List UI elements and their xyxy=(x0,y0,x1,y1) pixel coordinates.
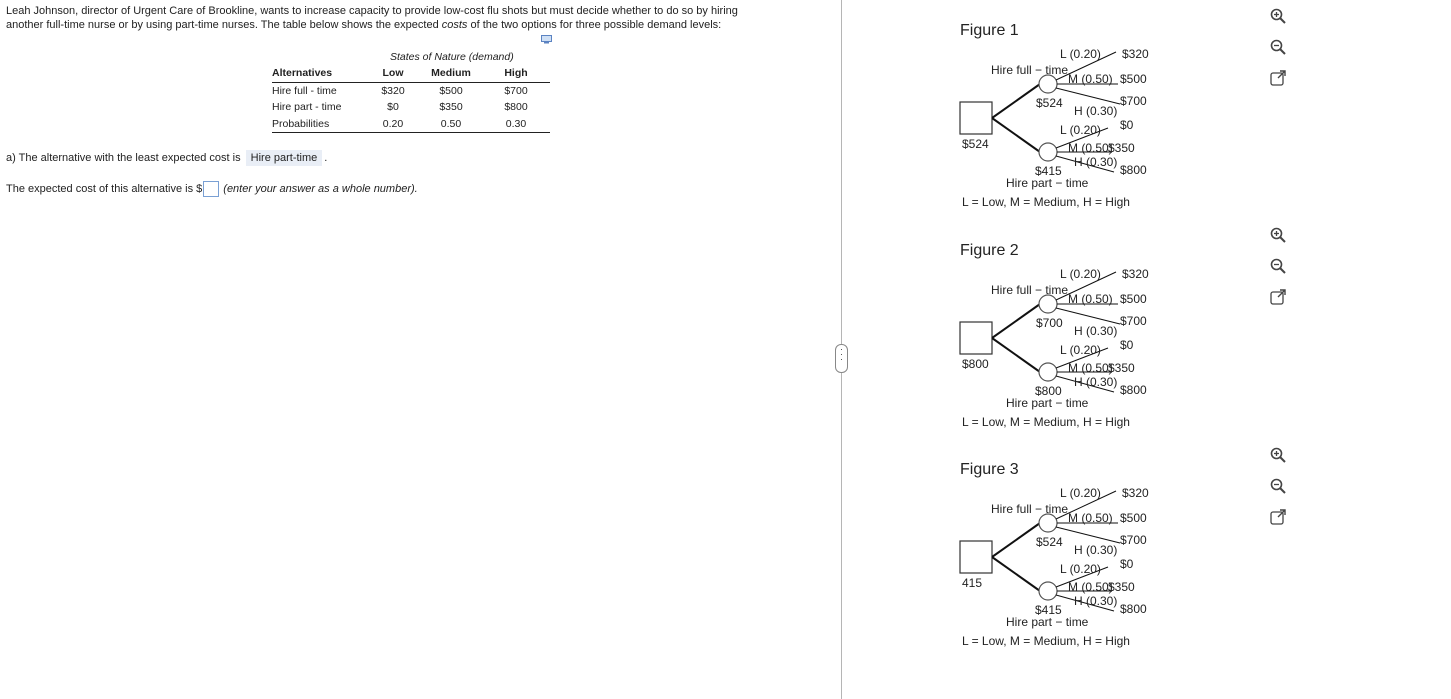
chance-node-part xyxy=(1039,143,1057,161)
alternative-label-part: Hire part − time xyxy=(1006,396,1089,410)
branch-prob-label: M (0.50) xyxy=(1068,72,1113,86)
table-cell: $320 xyxy=(381,84,405,97)
alternative-label-part: Hire part − time xyxy=(1006,615,1089,629)
expected-value-part: $415 xyxy=(1035,603,1062,617)
table-cell: 0.20 xyxy=(366,116,420,133)
table-cell: 0.30 xyxy=(482,116,550,133)
decision-tree-figure-2 xyxy=(958,242,1158,462)
legend: L = Low, M = Medium, H = High xyxy=(962,634,1130,648)
table-cell: $700 xyxy=(504,84,528,97)
payoff-label: $320 xyxy=(1122,486,1149,500)
branch-full-time xyxy=(992,304,1040,338)
outcome-branch xyxy=(1056,527,1120,543)
expected-cost-input[interactable] xyxy=(203,181,219,197)
header-high: High xyxy=(482,65,550,82)
part-a-suffix: . xyxy=(324,152,328,164)
decision-node xyxy=(960,102,992,134)
legend: L = Low, M = Medium, H = High xyxy=(962,415,1130,429)
branch-part-time xyxy=(992,118,1040,152)
table-header-row xyxy=(272,65,550,82)
table-caption: States of Nature (demand) xyxy=(390,51,514,63)
payoff-label: $700 xyxy=(1120,533,1147,547)
open-new-window-icon[interactable] xyxy=(1270,289,1286,305)
table-row xyxy=(272,99,550,116)
payoff-label: $700 xyxy=(1120,314,1147,328)
chance-node-full xyxy=(1039,514,1057,532)
payoff-label: $800 xyxy=(1120,163,1147,177)
decision-tree xyxy=(958,42,1158,242)
part-b-line xyxy=(6,181,418,197)
root-value: $524 xyxy=(962,137,989,151)
header-low: Low xyxy=(366,65,420,82)
branch-prob-label: H (0.30) xyxy=(1074,324,1118,338)
payoff-label: $350 xyxy=(1108,141,1135,155)
zoom-in-icon[interactable] xyxy=(1270,8,1286,24)
root-value: $800 xyxy=(962,357,989,371)
branch-part-time xyxy=(992,338,1040,372)
zoom-out-icon[interactable] xyxy=(1270,258,1286,274)
zoom-in-icon[interactable] xyxy=(1270,447,1286,463)
alternative-label-full: Hire full − time xyxy=(991,283,1069,297)
branch-part-time xyxy=(992,557,1040,591)
branch-prob-label: M (0.50) xyxy=(1068,361,1113,375)
part-a-answer-dropdown[interactable]: Hire part-time xyxy=(246,150,323,166)
zoom-out-icon[interactable] xyxy=(1270,39,1286,55)
payoff-label: $0 xyxy=(1120,118,1134,132)
payoff-label: $500 xyxy=(1120,511,1147,525)
panel-resize-handle[interactable] xyxy=(835,344,848,373)
figure-title: Figure 2 xyxy=(960,242,1019,259)
part-b-prefix: The expected cost of this alternative is $ xyxy=(6,183,203,195)
payoff-label: $700 xyxy=(1120,94,1147,108)
table-cell: $800 xyxy=(504,101,528,114)
table-cell: $500 xyxy=(439,84,463,97)
payoff-label: $350 xyxy=(1108,361,1135,375)
branch-prob-label: L (0.20) xyxy=(1060,47,1101,61)
chance-node-full xyxy=(1039,295,1057,313)
branch-prob-label: H (0.30) xyxy=(1074,594,1118,608)
table-row xyxy=(272,82,550,99)
outcome-branch xyxy=(1056,88,1120,104)
open-new-window-icon[interactable] xyxy=(1270,70,1286,86)
branch-prob-label: L (0.20) xyxy=(1060,343,1101,357)
cost-table xyxy=(272,65,550,133)
branch-prob-label: H (0.30) xyxy=(1074,104,1118,118)
expected-value-part: $800 xyxy=(1035,384,1062,398)
question-marker-icon xyxy=(541,35,552,44)
part-a-prefix: a) The alternative with the least expected cost is xyxy=(6,152,241,164)
intro-line-1: Leah Johnson, director of Urgent Care of Brookline, wants to increase capacity to provide low-cost flu shots but must decide whether to do so by hiring xyxy=(6,5,738,17)
table-cell: Probabilities xyxy=(272,116,366,133)
table-cell: Hire full - time xyxy=(272,84,337,97)
chance-node-part xyxy=(1039,582,1057,600)
payoff-label: $320 xyxy=(1122,47,1149,61)
expected-value-full: $524 xyxy=(1036,96,1063,110)
zoom-in-icon[interactable] xyxy=(1270,227,1286,243)
branch-prob-label: H (0.30) xyxy=(1074,375,1118,389)
decision-node xyxy=(960,541,992,573)
intro-italic: costs xyxy=(441,19,468,31)
part-a-line xyxy=(6,150,327,166)
branch-prob-label: L (0.20) xyxy=(1060,562,1101,576)
open-new-window-icon[interactable] xyxy=(1270,509,1286,525)
chance-node-full xyxy=(1039,75,1057,93)
expected-value-part: $415 xyxy=(1035,164,1062,178)
branch-prob-label: L (0.20) xyxy=(1060,267,1101,281)
part-b-hint: (enter your answer as a whole number). xyxy=(223,183,418,195)
alternative-label-full: Hire full − time xyxy=(991,63,1069,77)
decision-tree-figure-3 xyxy=(958,461,1158,681)
payoff-label: $800 xyxy=(1120,383,1147,397)
problem-statement xyxy=(6,4,796,32)
zoom-out-icon[interactable] xyxy=(1270,478,1286,494)
header-alternatives: Alternatives xyxy=(272,65,366,82)
table-cell: 0.50 xyxy=(420,116,482,133)
decision-tree-figure-1 xyxy=(958,22,1158,242)
chance-node-part xyxy=(1039,363,1057,381)
payoff-label: $350 xyxy=(1108,580,1135,594)
decision-node xyxy=(960,322,992,354)
payoff-label: $800 xyxy=(1120,602,1147,616)
branch-prob-label: M (0.50) xyxy=(1068,511,1113,525)
expected-value-full: $700 xyxy=(1036,316,1063,330)
payoff-label: $0 xyxy=(1120,557,1134,571)
payoff-label: $500 xyxy=(1120,72,1147,86)
payoff-label: $0 xyxy=(1120,338,1134,352)
figure-title: Figure 3 xyxy=(960,461,1019,478)
root-value: 415 xyxy=(962,576,983,590)
payoff-label: $320 xyxy=(1122,267,1149,281)
branch-prob-label: M (0.50) xyxy=(1068,141,1113,155)
table-row xyxy=(272,116,550,133)
branch-full-time xyxy=(992,523,1040,557)
alternative-label-part: Hire part − time xyxy=(1006,176,1089,190)
intro-line-2b: of the two options for three possible demand levels: xyxy=(467,19,722,31)
outcome-branch xyxy=(1056,308,1120,324)
branch-prob-label: M (0.50) xyxy=(1068,292,1113,306)
intro-line-2a: another full-time nurse or by using part-time nurses. The table below shows the expected xyxy=(6,19,442,31)
branch-prob-label: L (0.20) xyxy=(1060,123,1101,137)
payoff-label: $500 xyxy=(1120,292,1147,306)
branch-prob-label: L (0.20) xyxy=(1060,486,1101,500)
decision-tree xyxy=(958,262,1158,462)
branch-prob-label: M (0.50) xyxy=(1068,580,1113,594)
legend: L = Low, M = Medium, H = High xyxy=(962,195,1130,209)
expected-value-full: $524 xyxy=(1036,535,1063,549)
decision-tree xyxy=(958,481,1158,681)
table-cell: $350 xyxy=(439,101,463,114)
table-cell: Hire part - time xyxy=(272,101,342,114)
branch-prob-label: H (0.30) xyxy=(1074,543,1118,557)
branch-prob-label: H (0.30) xyxy=(1074,155,1118,169)
figure-title: Figure 1 xyxy=(960,22,1019,39)
table-cell: $0 xyxy=(387,101,399,114)
header-medium: Medium xyxy=(420,65,482,82)
alternative-label-full: Hire full − time xyxy=(991,502,1069,516)
branch-full-time xyxy=(992,84,1040,118)
